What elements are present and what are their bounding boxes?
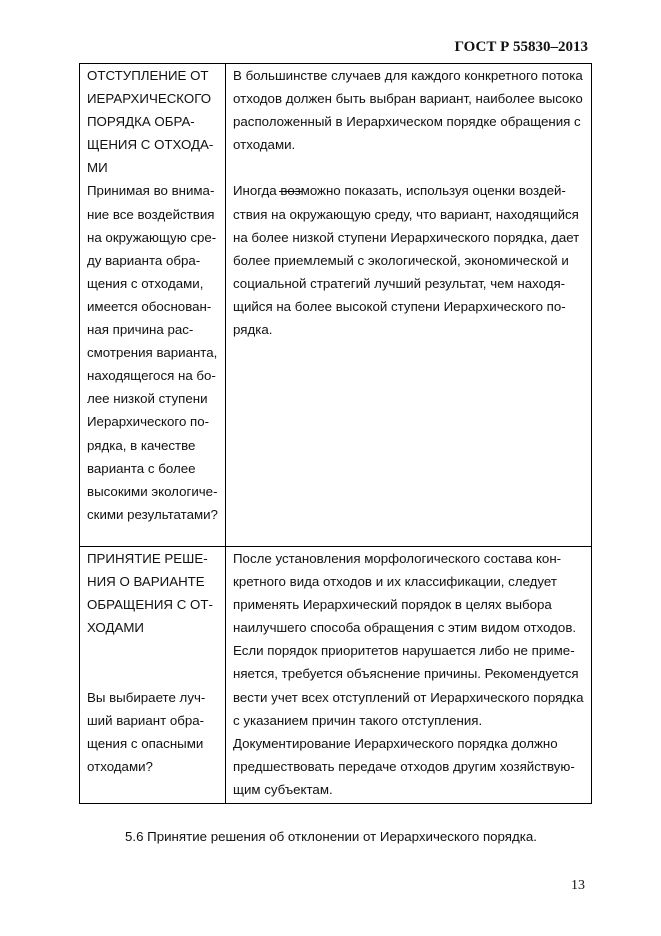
text-line: применять Иерархический порядок в целях выбора: [233, 597, 552, 613]
text-line: наилучшего способа обращения с этим видом отходов.: [233, 620, 577, 636]
text-line: ЩЕНИЯ С ОТХОДА-: [87, 137, 214, 153]
text-line: ОТСТУПЛЕНИЕ ОТ: [87, 68, 209, 83]
text-line: ду варианта обра-: [87, 252, 201, 268]
text-line: более приемлемый с экологической, экономической и: [233, 252, 569, 268]
text-line: предшествовать передаче отходов другим хозяйствую-: [233, 758, 575, 774]
paragraph-gap: [87, 639, 225, 662]
text-line: Если порядок приоритетов нарушается либо не приме-: [233, 643, 575, 659]
text-line: варианта с более: [87, 460, 196, 476]
row2-right-cell: [226, 547, 592, 804]
row1-right-cell: [226, 64, 592, 547]
hierarchy-table: [79, 63, 592, 804]
text-line: ствия на окружающую среду, что вариант, находящийся: [233, 206, 579, 222]
text-line: щения с опасными: [87, 735, 204, 751]
strike-after: можно показать, используя оценки воздей-: [300, 183, 566, 199]
text-line-with-strike: [233, 179, 591, 202]
text-line: на окружающую сре-: [87, 229, 217, 245]
text-line: высокими экологиче-: [87, 483, 218, 499]
text-line: ная причина рас-: [87, 322, 194, 338]
text-line: ший вариант обра-: [87, 712, 205, 728]
section-caption: 5.6 Принятие решения об отклонении от Иерархического порядка.: [125, 829, 537, 844]
text-line: находящегося на бо-: [87, 368, 216, 384]
text-line: Принимая во внима-: [87, 183, 215, 199]
text-line: После установления морфологического состава кон-: [233, 551, 562, 566]
text-line: ПОРЯДКА ОБРА-: [87, 114, 195, 130]
text-line: няется, требуется объяснение причины. Рекомендуется: [233, 666, 579, 682]
text-line: Вы выбираете луч-: [87, 689, 206, 705]
struck-text: воз: [280, 183, 301, 199]
strike-before: Иногда: [233, 183, 281, 199]
paragraph-gap: [233, 156, 591, 179]
text-line: ХОДАМИ: [87, 620, 144, 636]
text-line: с указанием причин такого отступления.: [233, 712, 483, 728]
text-line: расположенный в Иерархическом порядке обращения с: [233, 114, 581, 130]
text-line: Иерархического по-: [87, 414, 210, 430]
text-line: на более низкой ступени Иерархического порядка, дает: [233, 229, 580, 245]
text-line: щийся на более высокой ступени Иерархического по-: [233, 298, 566, 314]
text-line: щения с отходами,: [87, 275, 204, 291]
text-line: щим субъектам.: [233, 781, 333, 797]
text-line: НИЯ О ВАРИАНТЕ: [87, 574, 205, 590]
text-line: смотрения варианта,: [87, 345, 218, 361]
text-line: кретного вида отходов и их классификации, следует: [233, 574, 557, 590]
text-line: ИЕРАРХИЧЕСКОГО: [87, 91, 212, 107]
text-line: имеется обоснован-: [87, 298, 212, 314]
text-line: отходами.: [233, 137, 296, 153]
text-line: отходами?: [87, 758, 153, 774]
text-line: лее низкой ступени: [87, 391, 208, 407]
page-number: 13: [571, 878, 585, 893]
text-line: МИ: [87, 160, 108, 176]
text-line: рядка, в качестве: [87, 437, 196, 453]
text-line: социальной стратегий лучший результат, чем находя-: [233, 275, 566, 291]
text-line: ние все воздействия: [87, 206, 215, 222]
text-line: вести учет всех отступлений от Иерархического порядка: [233, 689, 584, 705]
standard-header: ГОСТ Р 55830–2013: [454, 39, 588, 55]
text-line: ОБРАЩЕНИЯ С ОТ-: [87, 597, 213, 613]
text-line: рядка.: [233, 322, 273, 338]
table-row: [80, 64, 592, 547]
text-line: отходов должен быть выбран вариант, наиболее высоко: [233, 91, 583, 107]
paragraph-gap: [87, 662, 225, 685]
row1-left-cell: [80, 64, 226, 547]
row2-left-cell: [80, 547, 226, 804]
text-line: Документирование Иерархического порядка должно: [233, 735, 558, 751]
text-line: скими результатами?: [87, 506, 218, 522]
text-line: В большинстве случаев для каждого конкретного потока: [233, 68, 583, 83]
text-line: ПРИНЯТИЕ РЕШЕ-: [87, 551, 208, 566]
table-row: [80, 547, 592, 804]
